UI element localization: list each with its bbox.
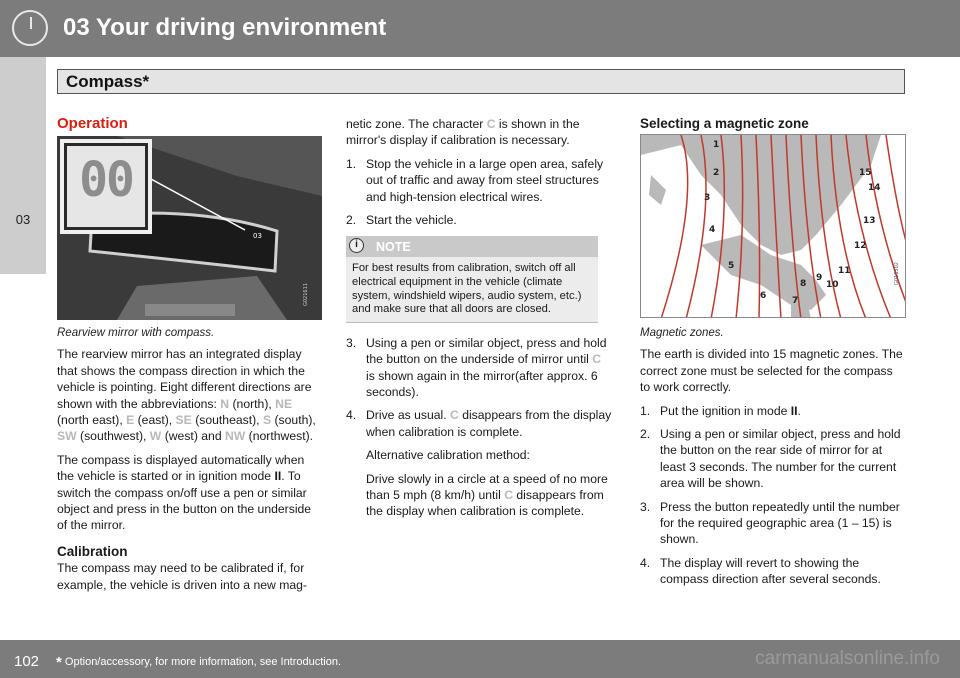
- chapter-number: 03: [15, 212, 31, 227]
- alt-method-body: Drive slowly in a circle at a speed of no more than 5 mph (8 km/h) until C disappears from the display when calibration is complete.: [366, 471, 608, 519]
- zone-label: 10: [826, 280, 839, 290]
- zone-label: 8: [800, 279, 807, 289]
- mirror-label: 03: [253, 232, 262, 240]
- section-title: Compass*: [66, 72, 150, 91]
- section-title-bar: [57, 69, 905, 94]
- calibration-paragraph: The compass may need to be calibrated if, for example, the vehicle is driven into a new mag-: [57, 561, 307, 592]
- zone-step: 2. Using a pen or similar object, press and hold the button on the rear side of mirror for at least 3 seconds. The number for the current area will be shown.: [640, 427, 901, 491]
- zone-label: 9: [816, 273, 823, 283]
- left-text: [57, 322, 322, 600]
- map-code: G018502: [894, 262, 900, 285]
- zone-label: 12: [854, 241, 867, 251]
- page-number: 102: [14, 653, 40, 670]
- footnote: * Option/accessory, for more information, see Introduction.: [56, 654, 342, 671]
- calibration-step: 4. Drive as usual. C disappears from the display when calibration is complete.: [346, 408, 612, 439]
- zone-label: 6: [760, 291, 767, 301]
- right-column: [640, 116, 906, 132]
- zone-label: 5: [728, 261, 735, 271]
- left-column: [57, 116, 322, 132]
- calibration-step: 3. Using a pen or similar object, press and hold the button on the underside of mirror until C is shown again in the mirror(after approx. 6 seconds).: [346, 335, 607, 400]
- zone-label: 11: [838, 266, 851, 276]
- info-icon: i: [349, 238, 364, 253]
- watermark: carmanualsonline.info: [755, 648, 940, 669]
- chapter-side-tab: [0, 57, 46, 274]
- page-footer: [0, 640, 960, 678]
- note-body: For best results from calibration, switch off all electrical equipment in the vehicle (climate system, windshield wipers, audio system, etc.) and make sure that all doors are closed.: [346, 257, 598, 321]
- mirror-figure: [57, 136, 322, 320]
- alt-method-title: Alternative calibration method:: [366, 448, 530, 463]
- chapter-title: 03 Your driving environment: [63, 14, 387, 41]
- zone-label: 13: [863, 216, 876, 226]
- directions-paragraph: The rearview mirror has an integrated display that shows the compass direction in which the vehicle is pointing. Eight different directions are shown with the abbreviations: N (north), NE (north east), E (east), SE (southeast), S (south), SW (southwest), W (west) and NW (northwest).: [57, 347, 316, 444]
- zone-label: 14: [868, 183, 881, 193]
- calibration-heading: Calibration: [57, 543, 128, 559]
- middle-column: [346, 116, 612, 527]
- note-title: NOTE: [376, 240, 411, 255]
- zone-label: 3: [704, 193, 711, 203]
- calibration-intro: netic zone. The character C is shown in the mirror's display if calibration is necessary.: [346, 117, 580, 148]
- zone-label: 1: [713, 140, 720, 150]
- calibration-step: 1. Stop the vehicle in a large open area, safely out of traffic and away from steel structures and high-tension electrical wires.: [346, 156, 604, 204]
- zones-intro: The earth is divided into 15 magnetic zones. The correct zone must be selected for the compass to work correctly.: [640, 347, 903, 395]
- magnetic-zone-heading: Selecting a magnetic zone: [640, 116, 809, 131]
- right-text: [640, 322, 906, 595]
- zone-step: 4. The display will revert to showing the compass direction after several seconds.: [640, 555, 881, 587]
- compass-gauge-icon: [12, 10, 48, 46]
- zone-step: 3. Press the button repeatedly until the number for the required geographic area (1 – 15) is shown.: [640, 499, 900, 547]
- zone-label: 15: [859, 168, 872, 178]
- magnetic-zones-map: [640, 134, 906, 318]
- calibration-step: 2. Start the vehicle.: [346, 213, 457, 228]
- zone-label: 7: [792, 296, 799, 306]
- operation-heading: Operation: [57, 115, 128, 132]
- ignition-paragraph: The compass is displayed automatically when the vehicle is started or in ignition mode II. To switch the compass on/off use a pen or similar object and press in the button on the underside of the mirror.: [57, 452, 312, 533]
- zone-step: 1. Put the ignition in mode II.: [640, 403, 801, 418]
- figure-code: G021611: [303, 283, 309, 306]
- mirror-caption: Rearview mirror with compass.: [57, 327, 215, 339]
- compass-display-digits: 00: [79, 152, 133, 208]
- zone-label: 2: [713, 168, 720, 178]
- zone-label: 4: [709, 225, 716, 235]
- map-caption: Magnetic zones.: [640, 327, 724, 339]
- page-header: [0, 0, 960, 57]
- note-box: [346, 236, 598, 322]
